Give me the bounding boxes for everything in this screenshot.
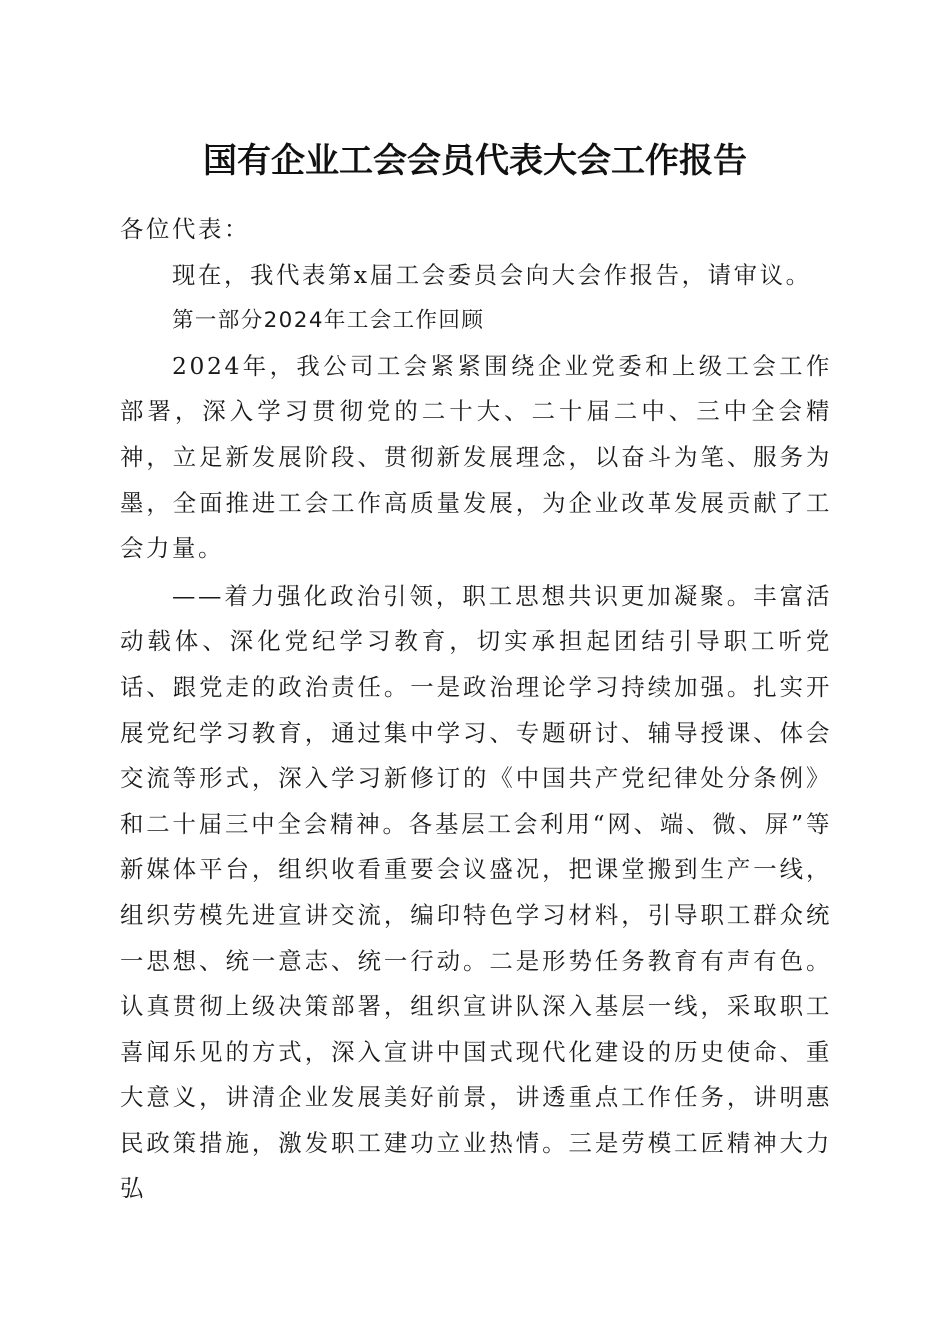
political-guidance-paragraph: ——着力强化政治引领，职工思想共识更加凝聚。丰富活动载体、深化党纪学习教育，切实承担起团结引导职工听党话、跟党走的政治责任。一是政治理论学习持续加强。扎实开展党纪学习教育，通过集中学习、专题研讨、辅导授课、体会交流等形式，深入学习新修订的《中国共产党纪律处分条例》和二十届三中全会精神。各基层工会利用“网、端、微、屏”等新媒体平台，组织收看重要会议盛况，把课堂搬到生产一线，组织劳模先进宣讲交流，编印特色学习材料，引导职工群众统一思想、统一意志、统一行动。二是形势任务教育有声有色。认真贯彻上级决策部署，组织宣讲队深入基层一线，采取职工喜闻乐见的方式，深入宣讲中国式现代化建设的历史使命、重大意义，讲清企业发展美好前景，讲透重点工作任务，讲明惠民政策措施，激发职工建功立业热情。三是劳模工匠精神大力弘 <box>120 581 832 1203</box>
document-title: 国有企业工会会员代表大会工作报告 <box>203 141 747 181</box>
salutation: 各位代表： <box>120 215 250 243</box>
section-heading: 第一部分2024年工会工作回顾 <box>172 308 485 334</box>
document-body <box>120 207 832 1212</box>
review-paragraph: 2024年，我公司工会紧紧围绕企业党委和上级工会工作部署，深入学习贯彻党的二十大、二十届二中、三中全会精神，立足新发展阶段、贯彻新发展理念，以奋斗为笔、服务为墨，全面推进工会工作高质量发展，为企业改革发展贡献了工会力量。 <box>120 351 832 563</box>
intro-paragraph: 现在，我代表第x届工会委员会向大会作报告，请审议。 <box>172 260 812 289</box>
